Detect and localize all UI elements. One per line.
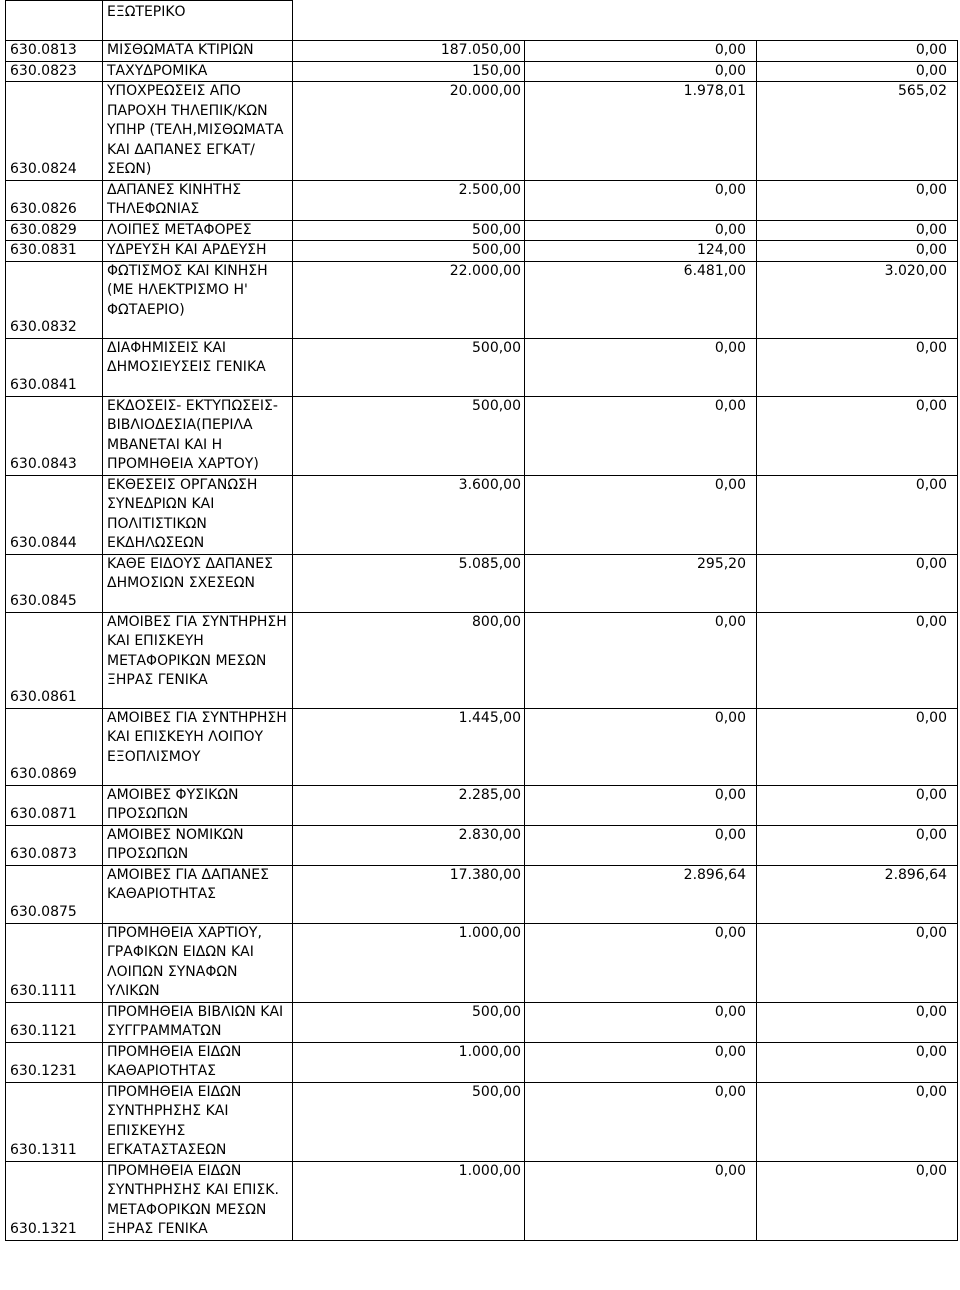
- account-code: 630.0813: [6, 41, 103, 62]
- account-code: 630.0841: [6, 338, 103, 396]
- account-description: ΑΜΟΙΒΕΣ ΝΟΜΙΚΩΝ ΠΡΟΣΩΠΩΝ: [103, 825, 293, 865]
- committed-amount: 124,00: [525, 241, 757, 262]
- account-code: 630.0832: [6, 261, 103, 338]
- committed-amount: 2.896,64: [525, 865, 757, 923]
- account-code: 630.0826: [6, 180, 103, 220]
- table-row: [6, 554, 958, 612]
- account-code: 630.0844: [6, 475, 103, 554]
- committed-amount: 0,00: [525, 180, 757, 220]
- paid-amount: 0,00: [757, 708, 958, 785]
- paid-amount: 0,00: [757, 1161, 958, 1240]
- table-row: [6, 261, 958, 338]
- account-code: 630.0824: [6, 82, 103, 181]
- budget-amount: 500,00: [293, 241, 525, 262]
- paid-amount: 0,00: [757, 1002, 958, 1042]
- budget-amount: 500,00: [293, 338, 525, 396]
- budget-amount: 800,00: [293, 612, 525, 708]
- committed-amount: 0,00: [525, 220, 757, 241]
- paid-amount: 0,00: [757, 338, 958, 396]
- budget-amount: 20.000,00: [293, 82, 525, 181]
- account-description: ΠΡΟΜΗΘΕΙΑ ΕΙΔΩΝ ΚΑΘΑΡΙΟΤΗΤΑΣ: [103, 1042, 293, 1082]
- table-row: [6, 475, 958, 554]
- account-description: ΑΜΟΙΒΕΣ ΓΙΑ ΔΑΠΑΝΕΣ ΚΑΘΑΡΙΟΤΗΤΑΣ: [103, 865, 293, 923]
- table-row: [6, 865, 958, 923]
- account-code: 630.0869: [6, 708, 103, 785]
- committed-amount: 0,00: [525, 396, 757, 475]
- account-description: ΕΚΔΟΣΕΙΣ- ΕΚΤΥΠΩΣΕΙΣ- ΒΙΒΛΙΟΔΕΣΙΑ(ΠΕΡΙΛΑ ΜΒΑΝΕΤΑΙ ΚΑΙ Η ΠΡΟΜΗΘΕΙΑ ΧΑΡΤΟΥ): [103, 396, 293, 475]
- account-description: ΥΠΟΧΡΕΩΣΕΙΣ ΑΠΟ ΠΑΡΟΧΗ ΤΗΛΕΠΙΚ/ΚΩΝ ΥΠΗΡ (ΤΕΛΗ,ΜΙΣΘΩΜΑΤΑ ΚΑΙ ΔΑΠΑΝΕΣ ΕΓΚΑΤ/ΣΕΩΝ): [103, 82, 293, 181]
- account-code: 630.0861: [6, 612, 103, 708]
- table-row: [6, 241, 958, 262]
- table-row: [6, 41, 958, 62]
- paid-amount: 3.020,00: [757, 261, 958, 338]
- budget-amount: 187.050,00: [293, 41, 525, 62]
- account-description: ΠΡΟΜΗΘΕΙΑ ΕΙΔΩΝ ΣΥΝΤΗΡΗΣΗΣ ΚΑΙ ΕΠΙΣΚ. ΜΕΤΑΦΟΡΙΚΩΝ ΜΕΣΩΝ ΞΗΡΑΣ ΓΕΝΙΚΑ: [103, 1161, 293, 1240]
- account-description: ΑΜΟΙΒΕΣ ΦΥΣΙΚΩΝ ΠΡΟΣΩΠΩΝ: [103, 785, 293, 825]
- account-code: 630.0829: [6, 220, 103, 241]
- committed-amount: 1.978,01: [525, 82, 757, 181]
- section-header-blank: [6, 1, 103, 41]
- committed-amount: 0,00: [525, 708, 757, 785]
- committed-amount: 0,00: [525, 825, 757, 865]
- table-row: [6, 923, 958, 1002]
- table-row: [6, 82, 958, 181]
- table-row: [6, 180, 958, 220]
- paid-amount: 0,00: [757, 554, 958, 612]
- account-code: 630.1231: [6, 1042, 103, 1082]
- account-code: 630.1111: [6, 923, 103, 1002]
- committed-amount: 0,00: [525, 785, 757, 825]
- account-description: ΠΡΟΜΗΘΕΙΑ ΒΙΒΛΙΩΝ ΚΑΙ ΣΥΓΓΡΑΜΜΑΤΩΝ: [103, 1002, 293, 1042]
- table-row: [6, 220, 958, 241]
- paid-amount: 0,00: [757, 220, 958, 241]
- budget-amount: 1.000,00: [293, 1042, 525, 1082]
- committed-amount: 0,00: [525, 475, 757, 554]
- committed-amount: 0,00: [525, 1082, 757, 1161]
- budget-amount: 1.000,00: [293, 923, 525, 1002]
- committed-amount: 295,20: [525, 554, 757, 612]
- budget-amount: 500,00: [293, 1082, 525, 1161]
- account-description: ΤΑΧΥΔΡΟΜΙΚΑ: [103, 61, 293, 82]
- section-title: ΕΞΩΤΕΡΙΚΟ: [103, 1, 293, 41]
- paid-amount: 0,00: [757, 785, 958, 825]
- account-description: ΜΙΣΘΩΜΑΤΑ ΚΤΙΡΙΩΝ: [103, 41, 293, 62]
- paid-amount: 0,00: [757, 612, 958, 708]
- table-row: [6, 1002, 958, 1042]
- budget-amount: 500,00: [293, 220, 525, 241]
- paid-amount: 0,00: [757, 475, 958, 554]
- paid-amount: 0,00: [757, 41, 958, 62]
- table-row: [6, 396, 958, 475]
- account-description: ΠΡΟΜΗΘΕΙΑ ΧΑΡΤΙΟΥ, ΓΡΑΦΙΚΩΝ ΕΙΔΩΝ ΚΑΙ ΛΟΙΠΩΝ ΣΥΝΑΦΩΝ ΥΛΙΚΩΝ: [103, 923, 293, 1002]
- account-description: ΦΩΤΙΣΜΟΣ ΚΑΙ ΚΙΝΗΣΗ (ΜΕ ΗΛΕΚΤΡΙΣΜΟ Η' ΦΩΤΑΕΡΙΟ): [103, 261, 293, 338]
- paid-amount: 0,00: [757, 241, 958, 262]
- budget-amount: 500,00: [293, 396, 525, 475]
- paid-amount: 0,00: [757, 1042, 958, 1082]
- budget-table-body: [6, 1, 958, 1241]
- budget-amount: 22.000,00: [293, 261, 525, 338]
- committed-amount: 0,00: [525, 41, 757, 62]
- paid-amount: 0,00: [757, 1082, 958, 1161]
- account-description: ΔΙΑΦΗΜΙΣΕΙΣ ΚΑΙ ΔΗΜΟΣΙΕΥΣΕΙΣ ΓΕΝΙΚΑ: [103, 338, 293, 396]
- account-description: ΛΟΙΠΕΣ ΜΕΤΑΦΟΡΕΣ: [103, 220, 293, 241]
- account-code: 630.0823: [6, 61, 103, 82]
- table-row: [6, 1161, 958, 1240]
- budget-amount: 5.085,00: [293, 554, 525, 612]
- account-description: ΚΑΘΕ ΕΙΔΟΥΣ ΔΑΠΑΝΕΣ ΔΗΜΟΣΙΩΝ ΣΧΕΣΕΩΝ: [103, 554, 293, 612]
- section-header-row: [6, 1, 958, 41]
- account-code: 630.0831: [6, 241, 103, 262]
- account-code: 630.1121: [6, 1002, 103, 1042]
- paid-amount: 565,02: [757, 82, 958, 181]
- paid-amount: 0,00: [757, 825, 958, 865]
- budget-amount: 17.380,00: [293, 865, 525, 923]
- paid-amount: 0,00: [757, 923, 958, 1002]
- committed-amount: 0,00: [525, 1042, 757, 1082]
- budget-amount: 150,00: [293, 61, 525, 82]
- table-row: [6, 61, 958, 82]
- account-code: 630.0843: [6, 396, 103, 475]
- table-row: [6, 825, 958, 865]
- budget-amount: 1.000,00: [293, 1161, 525, 1240]
- committed-amount: 0,00: [525, 1002, 757, 1042]
- committed-amount: 0,00: [525, 338, 757, 396]
- paid-amount: 0,00: [757, 180, 958, 220]
- account-code: 630.1321: [6, 1161, 103, 1240]
- table-row: [6, 338, 958, 396]
- account-code: 630.0845: [6, 554, 103, 612]
- budget-amount: 2.500,00: [293, 180, 525, 220]
- committed-amount: 0,00: [525, 612, 757, 708]
- account-code: 630.0873: [6, 825, 103, 865]
- account-description: ΔΑΠΑΝΕΣ ΚΙΝΗΤΗΣ ΤΗΛΕΦΩΝΙΑΣ: [103, 180, 293, 220]
- account-description: ΠΡΟΜΗΘΕΙΑ ΕΙΔΩΝ ΣΥΝΤΗΡΗΣΗΣ ΚΑΙ ΕΠΙΣΚΕΥΗΣ ΕΓΚΑΤΑΣΤΑΣΕΩΝ: [103, 1082, 293, 1161]
- table-row: [6, 1042, 958, 1082]
- paid-amount: 2.896,64: [757, 865, 958, 923]
- account-code: 630.0875: [6, 865, 103, 923]
- table-row: [6, 1082, 958, 1161]
- account-description: ΕΚΘΕΣΕΙΣ ΟΡΓΑΝΩΣΗ ΣΥΝΕΔΡΙΩΝ ΚΑΙ ΠΟΛΙΤΙΣΤΙΚΩΝ ΕΚΔΗΛΩΣΕΩΝ: [103, 475, 293, 554]
- budget-amount: 2.285,00: [293, 785, 525, 825]
- budget-table: [5, 0, 958, 1241]
- budget-amount: 2.830,00: [293, 825, 525, 865]
- committed-amount: 0,00: [525, 1161, 757, 1240]
- table-row: [6, 612, 958, 708]
- committed-amount: 0,00: [525, 923, 757, 1002]
- paid-amount: 0,00: [757, 61, 958, 82]
- committed-amount: 0,00: [525, 61, 757, 82]
- account-description: ΥΔΡΕΥΣΗ ΚΑΙ ΑΡΔΕΥΣΗ: [103, 241, 293, 262]
- account-description: ΑΜΟΙΒΕΣ ΓΙΑ ΣΥΝΤΗΡΗΣΗ ΚΑΙ ΕΠΙΣΚΕΥΗ ΛΟΙΠΟΥ ΕΞΟΠΛΙΣΜΟΥ: [103, 708, 293, 785]
- account-code: 630.0871: [6, 785, 103, 825]
- budget-amount: 1.445,00: [293, 708, 525, 785]
- account-code: 630.1311: [6, 1082, 103, 1161]
- table-row: [6, 785, 958, 825]
- account-description: ΑΜΟΙΒΕΣ ΓΙΑ ΣΥΝΤΗΡΗΣΗ ΚΑΙ ΕΠΙΣΚΕΥΗ ΜΕΤΑΦΟΡΙΚΩΝ ΜΕΣΩΝ ΞΗΡΑΣ ΓΕΝΙΚΑ: [103, 612, 293, 708]
- budget-amount: 3.600,00: [293, 475, 525, 554]
- table-row: [6, 708, 958, 785]
- paid-amount: 0,00: [757, 396, 958, 475]
- budget-amount: 500,00: [293, 1002, 525, 1042]
- committed-amount: 6.481,00: [525, 261, 757, 338]
